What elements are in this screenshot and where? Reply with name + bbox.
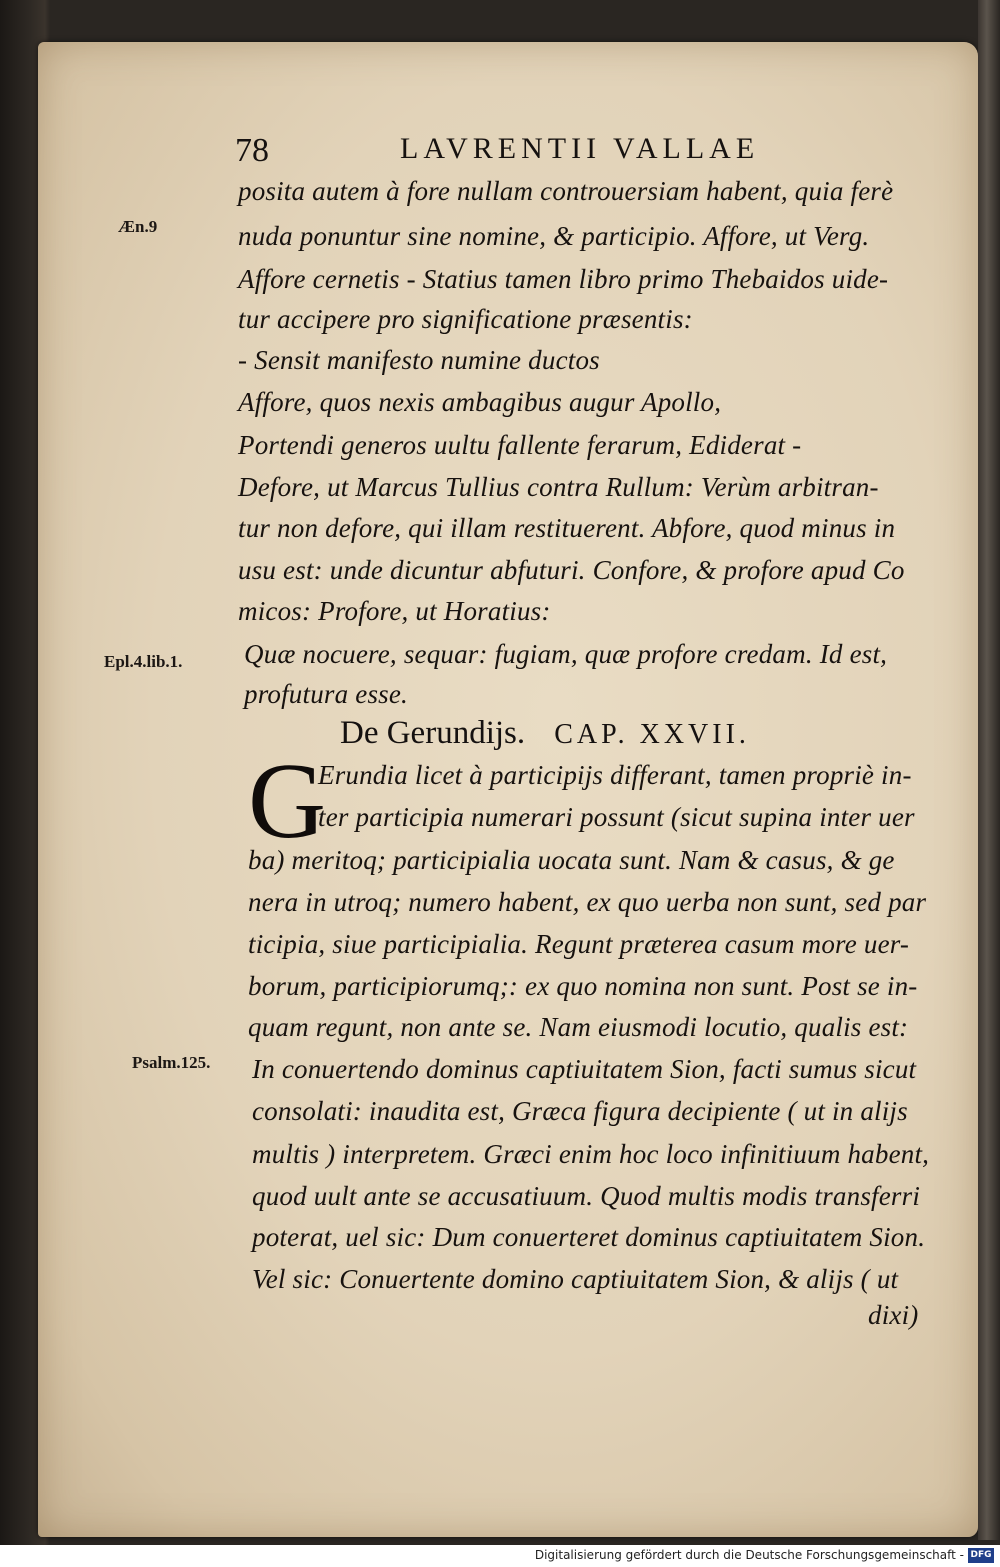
text-line: usu est: unde dicuntur abfuturi. Confore, & profore apud Co	[238, 555, 905, 585]
text-line: tur non defore, qui illam restituerent. Abfore, quod minus in	[238, 513, 896, 543]
chapter-number: CAP. XXVII.	[554, 719, 750, 750]
book-spine-edge	[978, 0, 1000, 1540]
text-line: quam regunt, non ante se. Nam eiusmodi locutio, qualis est:	[248, 1012, 909, 1042]
text-line: Vel sic: Conuertente domino captiuitatem Sion, & alijs ( ut	[252, 1264, 899, 1294]
drop-cap-initial: G	[248, 742, 326, 861]
margin-note-aeneid: Æn.9	[118, 217, 158, 236]
dfg-logo-icon: DFG	[968, 1548, 994, 1563]
text-line: ba) meritoq; participialia uocata sunt. Nam & casus, & ge	[248, 845, 895, 875]
text-line: Quæ nocuere, sequar: fugiam, quæ profore credam. Id est,	[244, 639, 888, 669]
catchword: dixi)	[868, 1300, 919, 1330]
text-line: multis ) interpretem. Græci enim hoc loco infinitiuum habent,	[252, 1139, 930, 1169]
text-line: micos: Profore, ut Horatius:	[238, 596, 551, 626]
text-line: - Sensit manifesto numine ductos	[238, 345, 600, 375]
margin-note-epistle: Epl.4.lib.1.	[104, 652, 183, 671]
text-line: quod uult ante se accusatiuum. Quod multis modis transferri	[252, 1181, 921, 1211]
text-line: Affore cernetis - Statius tamen libro primo Thebaidos uide-	[238, 264, 889, 294]
text-line: posita autem à fore nullam controuersiam habent, quia ferè	[238, 176, 894, 206]
text-line: nuda ponuntur sine nomine, & participio. Affore, ut Verg.	[238, 221, 870, 251]
text-line: Defore, ut Marcus Tullius contra Rullum: Verùm arbitran-	[238, 472, 879, 502]
page-number: 78	[235, 132, 269, 169]
text-line: ticipia, siue participialia. Regunt præterea casum more uer-	[248, 929, 910, 959]
chapter-title: De Gerundijs.	[340, 715, 526, 751]
digitization-footer	[0, 1545, 1000, 1567]
text-line: poterat, uel sic: Dum conuerteret dominus captiuitatem Sion.	[252, 1222, 926, 1252]
funding-credit: Digitalisierung gefördert durch die Deutsche Forschungsgemeinschaft -	[534, 1548, 964, 1562]
text-line: Portendi generos uultu fallente ferarum, Ediderat -	[238, 430, 802, 460]
page-header	[0, 132, 1000, 172]
text-line: consolati: inaudita est, Græca figura decipiente ( ut in alijs	[252, 1096, 908, 1126]
chapter-heading	[340, 715, 750, 752]
text-line: Affore, quos nexis ambagibus augur Apollo,	[238, 387, 722, 417]
text-line: In conuertendo dominus captiuitatem Sion, facti sumus sicut	[252, 1054, 917, 1084]
text-line: ter participia numerari possunt (sicut supina inter uer	[318, 802, 915, 832]
text-line: profutura esse.	[244, 679, 408, 709]
text-line: borum, participiorumq;: ex quo nomina non sunt. Post se in-	[248, 971, 918, 1001]
running-title: LAVRENTII VALLAE	[400, 132, 760, 165]
text-line: nera in utroq; numero habent, ex quo uerba non sunt, sed par	[248, 887, 927, 917]
text-line: Erundia licet à participijs differant, tamen propriè in-	[318, 760, 912, 790]
text-line: tur accipere pro significatione præsentis:	[238, 304, 693, 334]
margin-note-psalm: Psalm.125.	[132, 1053, 211, 1072]
